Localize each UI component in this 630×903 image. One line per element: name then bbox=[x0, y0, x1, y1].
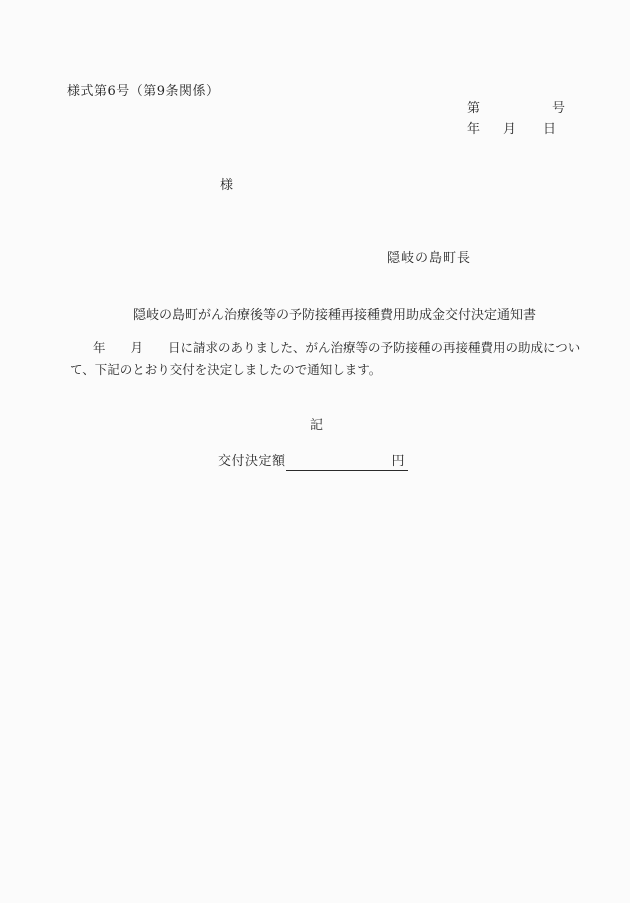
body-line-2: て、下記のとおり交付を決定しましたので通知します。 bbox=[70, 362, 382, 377]
doc-number-suffix: 号 bbox=[552, 101, 566, 116]
body-line-1: 年 月 日に請求のありました、がん治療等の予防接種の再接種費用の助成につい bbox=[93, 340, 581, 355]
grant-amount-line bbox=[218, 450, 408, 471]
doc-number-blank bbox=[480, 111, 552, 112]
addressee-honorific: 様 bbox=[220, 178, 234, 193]
amount-unit: 円 bbox=[391, 454, 406, 469]
form-number: 様式第6号（第9条関係） bbox=[67, 84, 220, 99]
date-day-label: 日 bbox=[543, 122, 557, 137]
date-line bbox=[467, 118, 556, 137]
body-paragraph bbox=[70, 337, 581, 381]
amount-label: 交付決定額 bbox=[218, 454, 286, 469]
amount-blank bbox=[286, 464, 392, 465]
record-marker: 記 bbox=[310, 418, 324, 433]
date-month-label: 月 bbox=[503, 122, 517, 137]
sender-title: 隠岐の島町長 bbox=[387, 251, 472, 266]
doc-number-prefix: 第 bbox=[467, 101, 481, 116]
document-title: 隠岐の島町がん治療後等の予防接種再接種費用助成金交付決定通知書 bbox=[133, 308, 537, 323]
document-number-line bbox=[467, 97, 565, 116]
date-day-blank bbox=[516, 132, 543, 133]
date-month-blank bbox=[480, 132, 503, 133]
date-year-label: 年 bbox=[467, 122, 481, 137]
amount-underline-field bbox=[286, 453, 409, 471]
